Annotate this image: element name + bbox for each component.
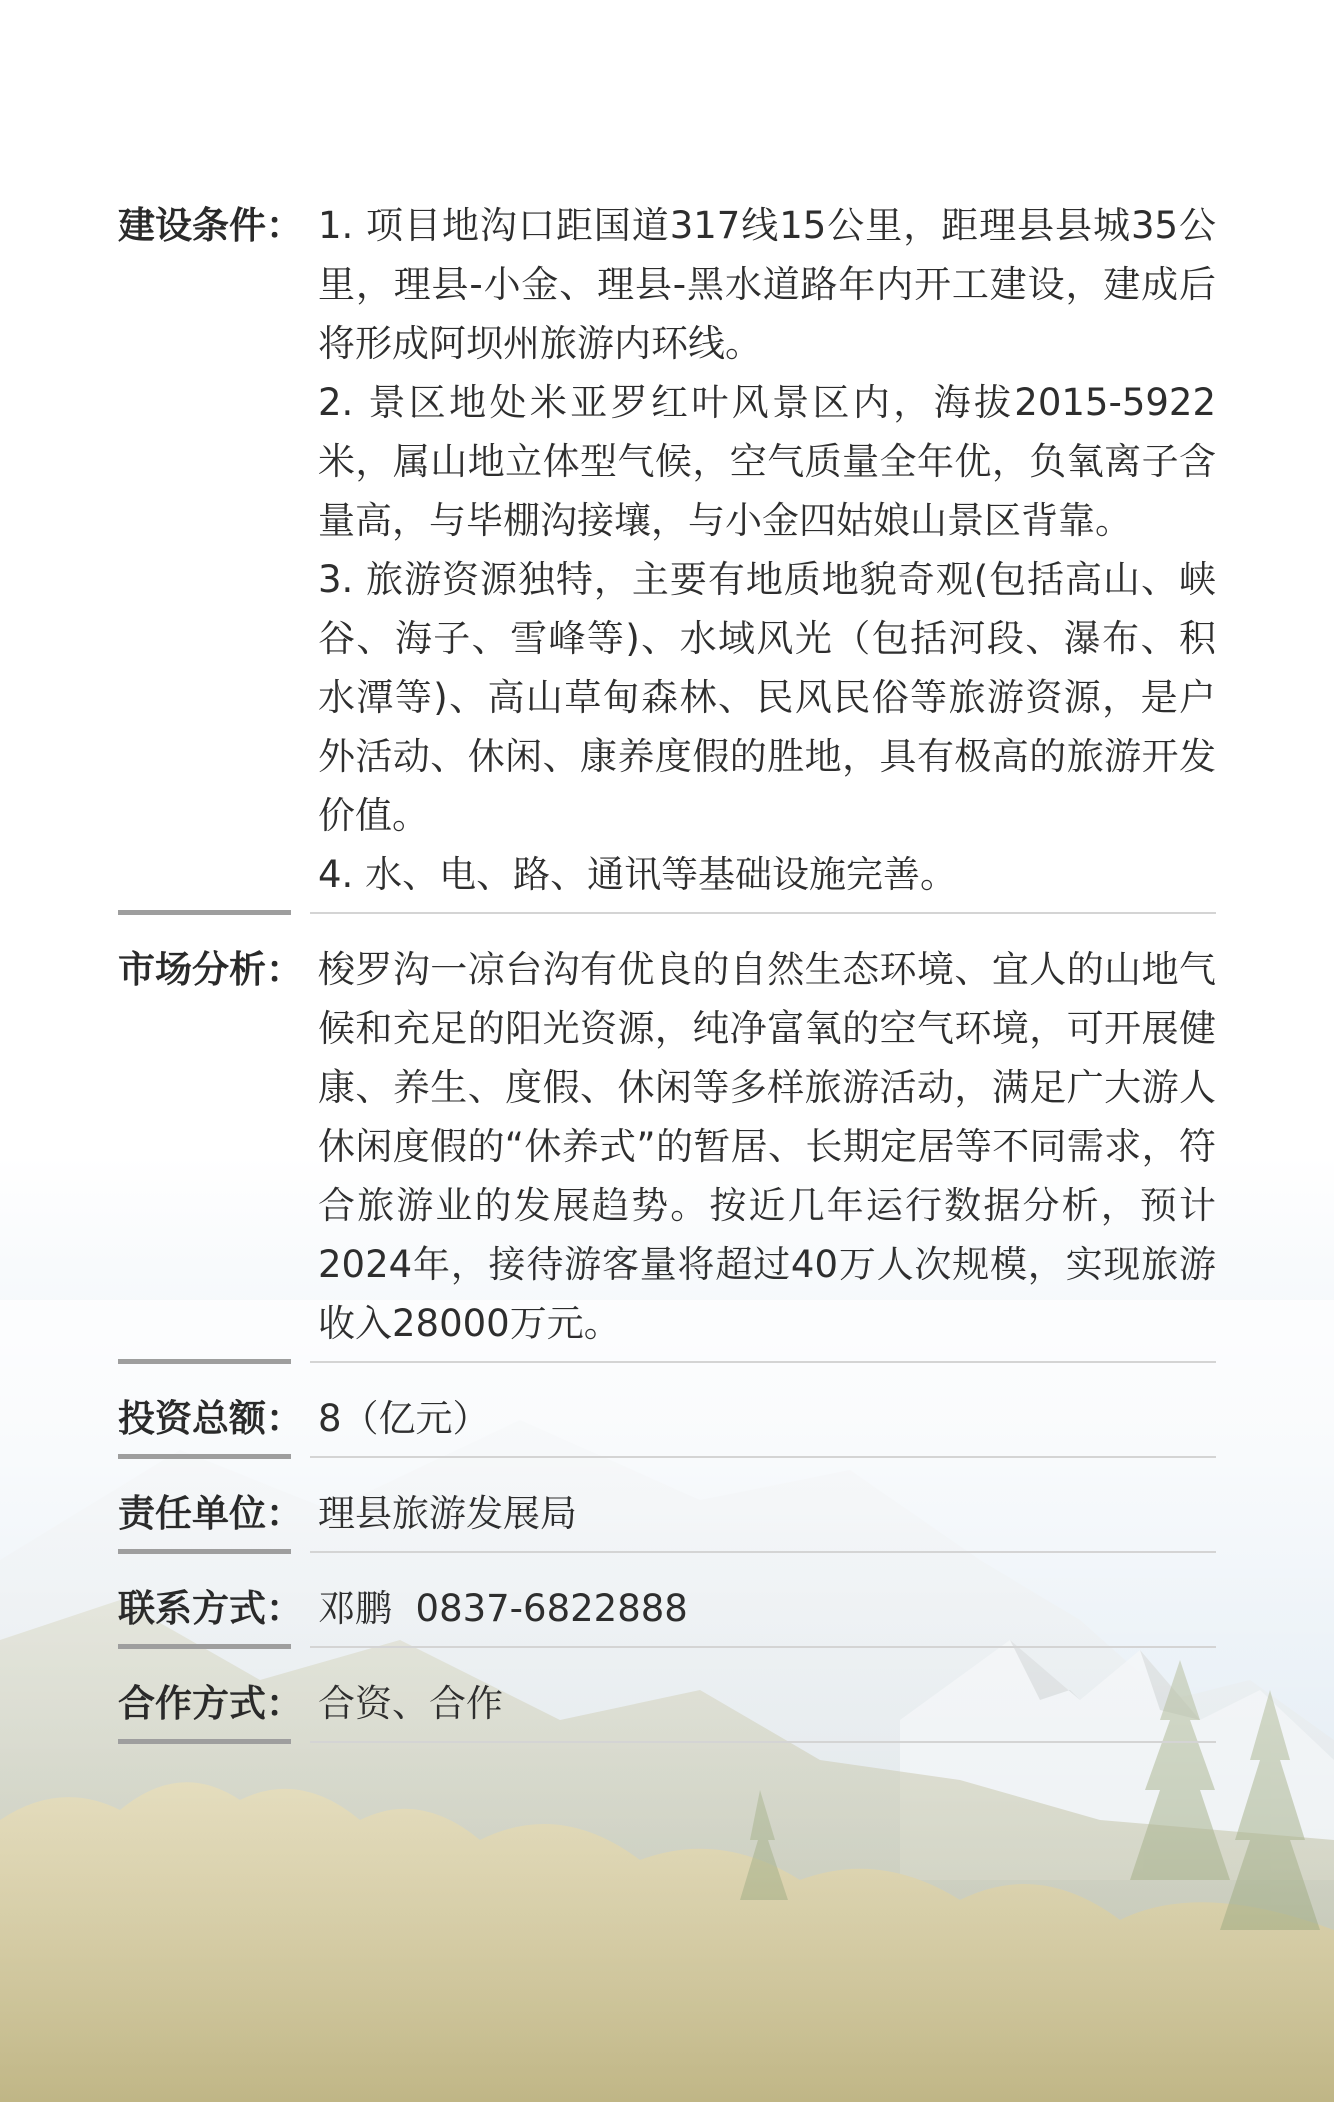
responsible-unit-label: 责任单位：	[118, 1492, 303, 1535]
divider-thick	[118, 1644, 291, 1649]
construction-paragraph-4: 4. 水、电、路、通讯等基础设施完善。	[318, 853, 958, 896]
divider-thin	[310, 1646, 1216, 1648]
project-info-panel	[118, 196, 1216, 1755]
divider-thin	[310, 912, 1216, 914]
divider-thick	[118, 1549, 291, 1554]
cooperation-row	[118, 1674, 1216, 1733]
construction-conditions-value	[318, 196, 1216, 904]
market-analysis-row	[118, 940, 1216, 1353]
divider-thin	[310, 1456, 1216, 1458]
contact-row	[118, 1579, 1216, 1638]
contact-label: 联系方式：	[118, 1587, 303, 1630]
divider-thin	[310, 1741, 1216, 1743]
construction-paragraph-3: 3. 旅游资源独特，主要有地质地貌奇观(包括高山、峡谷、海子、雪峰等)、水域风光（包括河段、瀑布、积水潭等)、高山草甸森林、民风民俗等旅游资源，是户外活动、休闲、康养度假的胜地，具有极高的旅游开发价值。	[318, 558, 1216, 837]
market-analysis-value	[318, 940, 1216, 1353]
investment-label: 投资总额：	[118, 1397, 303, 1440]
section-divider	[118, 1448, 1216, 1470]
section-divider	[118, 904, 1216, 926]
divider-thick	[118, 1454, 291, 1459]
responsible-unit-value: 理县旅游发展局	[318, 1492, 577, 1535]
divider-thick	[118, 910, 291, 915]
section-divider	[118, 1353, 1216, 1375]
market-analysis-text: 梭罗沟一凉台沟有优良的自然生态环境、宜人的山地气候和充足的阳光资源，纯净富氧的空气环境，可开展健康、养生、度假、休闲等多样旅游活动，满足广大游人休闲度假的“休养式”的暂居、长期定居等不同需求，符合旅游业的发展趋势。按近几年运行数据分析，预计2024年，接待游客量将超过40万人次规模，实现旅游收入28000万元。	[318, 948, 1216, 1345]
investment-value: 8（亿元）	[318, 1397, 490, 1440]
market-analysis-label: 市场分析：	[118, 948, 303, 991]
contact-value: 邓鹏 0837-6822888	[318, 1587, 688, 1630]
divider-thin	[310, 1361, 1216, 1363]
investment-row	[118, 1389, 1216, 1448]
construction-conditions-row	[118, 196, 1216, 904]
cooperation-value: 合资、合作	[318, 1682, 503, 1725]
section-divider	[118, 1733, 1216, 1755]
section-divider	[118, 1543, 1216, 1565]
construction-paragraph-2: 2. 景区地处米亚罗红叶风景区内，海拔2015-5922米，属山地立体型气候，空气质量全年优，负氧离子含量高，与毕棚沟接壤，与小金四姑娘山景区背靠。	[318, 381, 1216, 542]
divider-thin	[310, 1551, 1216, 1553]
responsible-unit-row	[118, 1484, 1216, 1543]
construction-conditions-label: 建设条件：	[118, 204, 303, 247]
construction-paragraph-1: 1. 项目地沟口距国道317线15公里，距理县县城35公里，理县-小金、理县-黑水道路年内开工建设，建成后将形成阿坝州旅游内环线。	[318, 204, 1216, 365]
divider-thick	[118, 1739, 291, 1744]
divider-thick	[118, 1359, 291, 1364]
cooperation-label: 合作方式：	[118, 1682, 303, 1725]
section-divider	[118, 1638, 1216, 1660]
